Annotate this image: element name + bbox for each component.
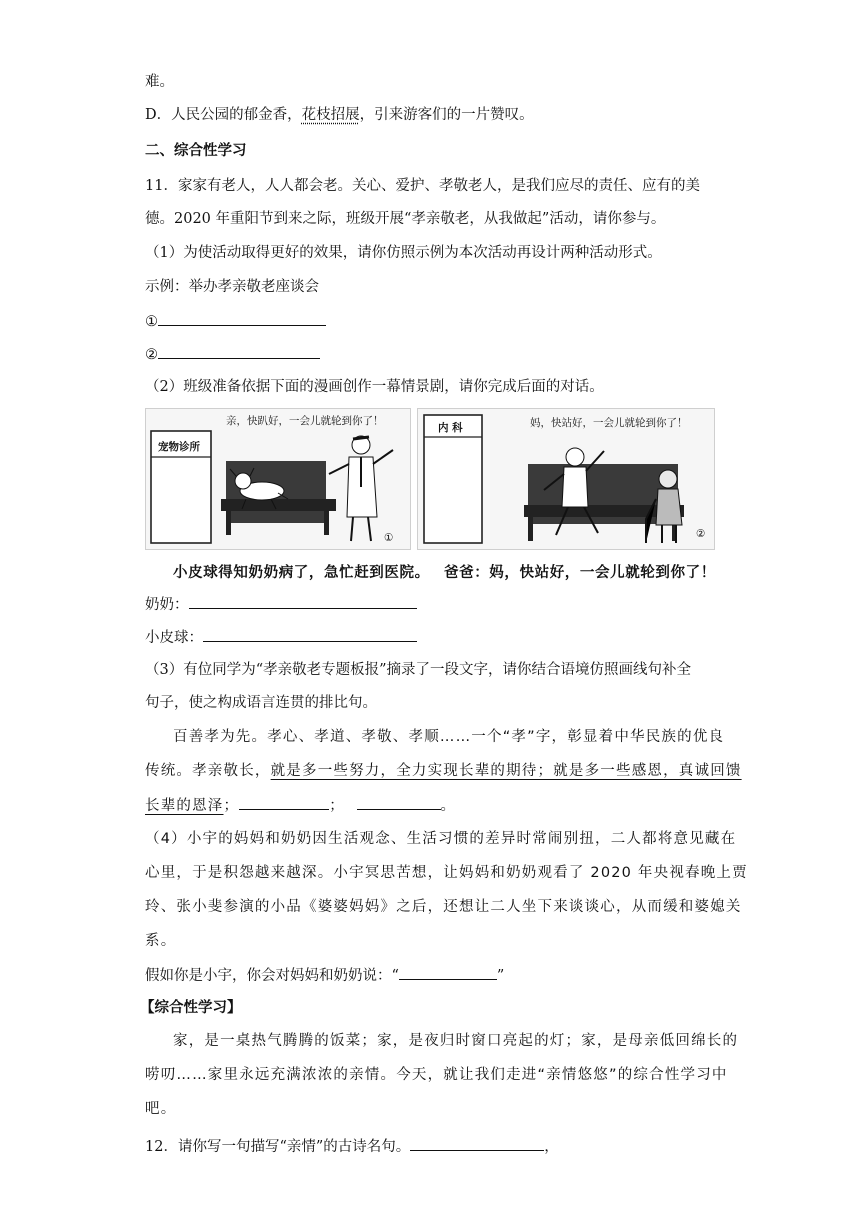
q4-answer-blank[interactable] — [399, 965, 497, 980]
nainai-label: 奶奶： — [145, 597, 189, 613]
quote-line2 — [145, 761, 742, 781]
q12-blank[interactable] — [410, 1136, 544, 1151]
circled-two: ② — [145, 347, 158, 363]
answer-line-1 — [145, 311, 326, 332]
comic-caption-right: 爸爸：妈，快站好，一会儿就轮到你了！ — [444, 565, 716, 581]
quote-end: 。 — [440, 798, 457, 814]
right-speech: 妈，快站好，一会儿就轮到你了！ — [530, 417, 688, 429]
option-d-post: ，引来游客们的一片赞叹。 — [359, 107, 534, 123]
quote-blank-1[interactable] — [239, 795, 329, 810]
block2-intro-line1: 家，是一桌热气腾腾的饭菜；家，是夜归时窗口亮起的灯；家，是母亲低回绵长的 — [173, 1033, 739, 1049]
text-line: 难。 — [145, 74, 174, 90]
answer-line-2 — [145, 344, 320, 365]
q12-text: 12．请你写一句描写“亲情”的古诗名句。 — [145, 1139, 411, 1155]
q11-part3-line1: （3）有位同学为“孝亲敬老专题板报”摘录了一段文字，请你结合语境仿照画线句补全 — [145, 662, 692, 678]
quote-blank-2[interactable] — [357, 795, 441, 810]
section-title: 二、综合性学习 — [145, 142, 247, 159]
q4-question-pre: 假如你是小宇，你会对妈妈和奶奶说：“ — [145, 968, 399, 984]
q4-question-post: ” — [496, 968, 505, 984]
block2-intro-line2: 唠叨……家里永远充满浓浓的亲情。今天，就让我们走进“亲情悠悠”的综合性学习中 — [145, 1067, 728, 1083]
nainai-blank[interactable] — [189, 594, 417, 609]
q11-example: 示例：举办孝亲敬老座谈会 — [145, 279, 319, 295]
comic-caption-left: 小皮球得知奶奶病了，急忙赶到医院。 — [173, 565, 430, 581]
answer-blank-1[interactable] — [158, 311, 326, 326]
q12-line — [145, 1136, 559, 1157]
nainai-line — [145, 594, 417, 615]
answer-blank-2[interactable] — [158, 344, 320, 359]
q11-part2: （2）班级准备依据下面的漫画创作一幕情景剧，请你完成后面的对话。 — [145, 379, 604, 395]
q11-part4-line1: （4）小宇的妈妈和奶奶因生活观念、生活习惯的差异时常闹别扭，二人都将意见藏在 — [145, 831, 737, 847]
q11-part1: （1）为使活动取得更好的效果，请你仿照示例为本次活动再设计两种活动形式。 — [145, 245, 662, 261]
option-d-pre: D．人民公园的郁金香， — [145, 107, 302, 123]
quote-line2-pre: 传统。孝亲敬长， — [145, 763, 271, 779]
q11-part4-line3: 玲、张小斐参演的小品《婆婆妈妈》之后，还想让二人坐下来谈谈心，从而缓和婆媳关 — [145, 899, 742, 915]
circled-one: ① — [145, 314, 158, 330]
q11-line1: 11．家家有老人，人人都会老。关心、爱护、孝敬老人，是我们应尽的责任、应有的美 — [145, 178, 700, 194]
quote-line1: 百善孝为先。孝心、孝道、孝敬、孝顺……一个“孝”字，彰显着中华民族的优良 — [173, 729, 725, 745]
q11-part4-question — [145, 965, 504, 986]
quote-underlined-2: 长辈的恩泽 — [145, 798, 224, 814]
block2-title: 【综合性学习】 — [140, 999, 242, 1016]
comic-left-drawing — [146, 409, 410, 549]
quote-underlined-1: 就是多一些努力，全力实现长辈的期待；就是多一些感恩，真诚回馈 — [270, 763, 742, 779]
xiaopiqiu-label: 小皮球： — [145, 630, 203, 646]
q11-part4-line4: 系。 — [145, 933, 177, 949]
comic-right-drawing — [418, 409, 714, 549]
block2-intro-line3: 吧。 — [145, 1101, 177, 1117]
right-sign: 内 科 — [438, 422, 463, 434]
q11-line2: 德。2020 年重阳节到来之际，班级开展“孝亲敬老，从我做起”活动，请你参与。 — [145, 211, 666, 227]
left-speech: 亲，快趴好，一会儿就轮到你了！ — [226, 415, 384, 427]
left-sign: 宠物诊所 — [158, 441, 200, 453]
q12-end: ， — [544, 1139, 559, 1155]
quote-line3 — [145, 795, 456, 816]
right-panel-number: ② — [696, 528, 706, 540]
q11-part4-line2: 心里，于是积怨越来越深。小宇冥思苦想，让妈妈和奶奶观看了 2020 年央视春晚上贾 — [145, 865, 748, 881]
xiaopiqiu-line — [145, 627, 417, 648]
comic-panel-left — [145, 408, 411, 550]
option-d — [145, 105, 534, 125]
option-d-dotted: 花枝招展 — [301, 107, 360, 123]
xiaopiqiu-blank[interactable] — [203, 627, 417, 642]
comic-panel-right — [417, 408, 715, 550]
q11-part3-line2: 句子，使之构成语言连贯的排比句。 — [145, 695, 377, 711]
quote-sep-1: ； — [223, 798, 240, 814]
quote-sep-2: ； — [329, 798, 345, 814]
left-panel-number: ① — [384, 532, 394, 544]
